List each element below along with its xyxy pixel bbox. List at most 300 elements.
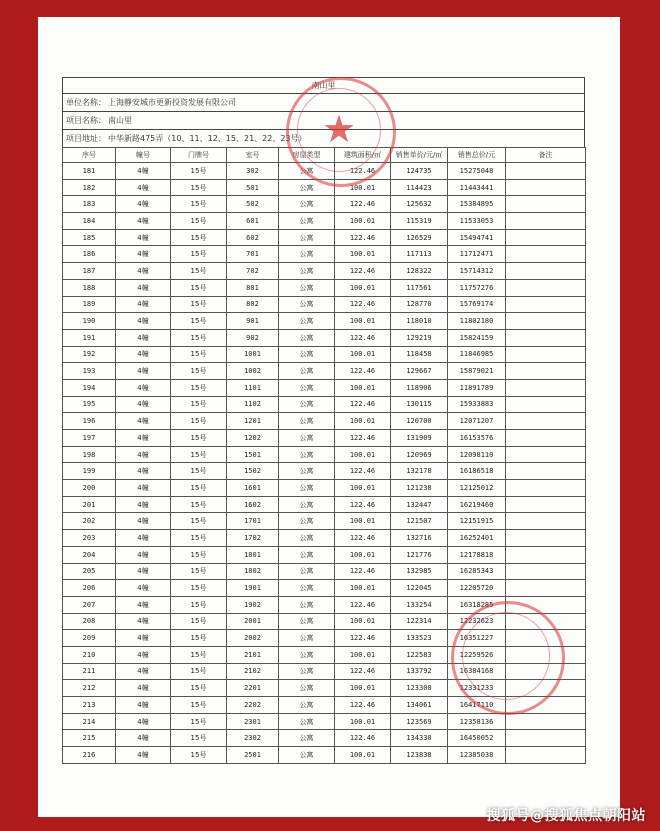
table-cell: 100.01 — [335, 346, 391, 363]
table-cell: 131909 — [391, 430, 448, 447]
table-cell: 199 — [63, 463, 116, 480]
table-cell: 15494741 — [448, 229, 506, 246]
table-cell: 15号 — [171, 646, 227, 663]
table-cell: 公寓 — [279, 446, 335, 463]
table-cell: 117561 — [391, 279, 448, 296]
table-cell: 15号 — [171, 263, 227, 280]
table-row — [63, 697, 586, 714]
project-label: 项目名称： — [66, 116, 106, 125]
table-cell: 4幢 — [116, 730, 171, 747]
table-row — [63, 630, 586, 647]
table-cell: 公寓 — [279, 663, 335, 680]
table-cell: 185 — [63, 229, 116, 246]
table-cell: 公寓 — [279, 596, 335, 613]
table-cell: 100.01 — [335, 480, 391, 497]
table-row — [63, 463, 586, 480]
table-cell: 196 — [63, 413, 116, 430]
table-cell: 4幢 — [116, 747, 171, 764]
table-cell: 195 — [63, 396, 116, 413]
table-cell: 公寓 — [279, 730, 335, 747]
table-cell: 122045 — [391, 580, 448, 597]
table-cell: 15号 — [171, 747, 227, 764]
table-cell: 120700 — [391, 413, 448, 430]
table-cell — [506, 263, 586, 280]
table-cell: 197 — [63, 430, 116, 447]
table-cell: 200 — [63, 480, 116, 497]
table-cell: 16351227 — [448, 630, 506, 647]
table-cell: 15号 — [171, 296, 227, 313]
table-cell: 15275048 — [448, 163, 506, 180]
table-cell: 802 — [227, 296, 279, 313]
table-cell — [506, 413, 586, 430]
table-cell: 133792 — [391, 663, 448, 680]
table-cell: 1801 — [227, 546, 279, 563]
table-cell: 122.46 — [335, 263, 391, 280]
table-cell: 132716 — [391, 530, 448, 547]
table-cell: 4幢 — [116, 279, 171, 296]
table-cell: 12385038 — [448, 747, 506, 764]
table-cell — [506, 596, 586, 613]
table-cell — [506, 196, 586, 213]
table-cell: 206 — [63, 580, 116, 597]
table-cell: 2101 — [227, 646, 279, 663]
table-cell: 122.46 — [335, 430, 391, 447]
table-cell: 公寓 — [279, 413, 335, 430]
table-cell: 公寓 — [279, 163, 335, 180]
table-cell: 12178818 — [448, 546, 506, 563]
table-cell: 209 — [63, 630, 116, 647]
unit-name-row — [62, 93, 585, 111]
table-cell: 134061 — [391, 697, 448, 714]
table-cell — [506, 580, 586, 597]
table-cell: 4幢 — [116, 530, 171, 547]
table-row — [63, 530, 586, 547]
table-cell: 203 — [63, 530, 116, 547]
table-cell: 212 — [63, 680, 116, 697]
table-cell: 15号 — [171, 396, 227, 413]
table-row — [63, 663, 586, 680]
table-cell: 100.01 — [335, 413, 391, 430]
table-row — [63, 646, 586, 663]
table-cell: 215 — [63, 730, 116, 747]
table-cell: 1501 — [227, 446, 279, 463]
table-cell: 114423 — [391, 179, 448, 196]
table-cell: 4幢 — [116, 229, 171, 246]
table-cell: 4幢 — [116, 246, 171, 263]
table-cell — [506, 313, 586, 330]
table-row — [63, 680, 586, 697]
table-cell: 4幢 — [116, 379, 171, 396]
table-cell: 11712471 — [448, 246, 506, 263]
table-cell: 11891789 — [448, 379, 506, 396]
table-cell: 1701 — [227, 513, 279, 530]
header-cell: 备注 — [506, 148, 586, 163]
table-cell: 15号 — [171, 697, 227, 714]
table-cell — [506, 713, 586, 730]
table-cell: 100.01 — [335, 546, 391, 563]
table-cell: 100.01 — [335, 747, 391, 764]
table-cell: 15384895 — [448, 196, 506, 213]
table-cell: 2301 — [227, 713, 279, 730]
table-cell: 公寓 — [279, 480, 335, 497]
table-cell: 187 — [63, 263, 116, 280]
table-cell: 216 — [63, 747, 116, 764]
table-cell: 207 — [63, 596, 116, 613]
table-row — [63, 313, 586, 330]
table-cell: 4幢 — [116, 430, 171, 447]
table-cell: 15号 — [171, 663, 227, 680]
table-cell: 16318285 — [448, 596, 506, 613]
table-cell: 902 — [227, 329, 279, 346]
table-cell: 公寓 — [279, 496, 335, 513]
table-row — [63, 396, 586, 413]
table-cell: 118906 — [391, 379, 448, 396]
table-cell: 211 — [63, 663, 116, 680]
project-address-row — [62, 129, 585, 147]
table-cell: 公寓 — [279, 229, 335, 246]
table-cell — [506, 747, 586, 764]
table-cell: 15号 — [171, 430, 227, 447]
table-cell: 2002 — [227, 630, 279, 647]
table-cell: 11443441 — [448, 179, 506, 196]
table-cell: 15号 — [171, 630, 227, 647]
table-cell: 15号 — [171, 279, 227, 296]
table-cell: 186 — [63, 246, 116, 263]
table-cell: 213 — [63, 697, 116, 714]
header-cell: 幢号 — [116, 148, 171, 163]
table-cell: 121776 — [391, 546, 448, 563]
table-cell: 100.01 — [335, 379, 391, 396]
document-page — [38, 17, 620, 817]
table-cell: 123569 — [391, 713, 448, 730]
table-cell — [506, 296, 586, 313]
table-cell: 11802180 — [448, 313, 506, 330]
table-cell — [506, 563, 586, 580]
table-cell: 193 — [63, 363, 116, 380]
table-cell: 公寓 — [279, 630, 335, 647]
table-cell: 4幢 — [116, 396, 171, 413]
table-cell: 公寓 — [279, 346, 335, 363]
table-cell — [506, 646, 586, 663]
table-cell: 1001 — [227, 346, 279, 363]
table-row — [63, 213, 586, 230]
table-cell: 15号 — [171, 363, 227, 380]
table-cell: 公寓 — [279, 613, 335, 630]
table-cell: 1201 — [227, 413, 279, 430]
table-cell: 100.01 — [335, 213, 391, 230]
table-row — [63, 430, 586, 447]
table-cell: 15号 — [171, 563, 227, 580]
table-cell: 1702 — [227, 530, 279, 547]
table-cell: 100.01 — [335, 513, 391, 530]
table-cell: 122.46 — [335, 296, 391, 313]
table-cell: 132985 — [391, 563, 448, 580]
table-cell: 公寓 — [279, 580, 335, 597]
table-cell: 12358136 — [448, 713, 506, 730]
table-cell — [506, 430, 586, 447]
table-cell: 133523 — [391, 630, 448, 647]
table-cell: 122.46 — [335, 463, 391, 480]
table-cell: 15号 — [171, 213, 227, 230]
table-cell: 4幢 — [116, 213, 171, 230]
table-cell: 1002 — [227, 363, 279, 380]
table-cell: 134330 — [391, 730, 448, 747]
table-cell: 公寓 — [279, 546, 335, 563]
table-cell — [506, 396, 586, 413]
header-cell: 销售总价/元 — [448, 148, 506, 163]
table-cell: 公寓 — [279, 246, 335, 263]
table-cell: 122.46 — [335, 196, 391, 213]
table-cell: 100.01 — [335, 313, 391, 330]
table-cell: 4幢 — [116, 646, 171, 663]
table-cell: 201 — [63, 496, 116, 513]
project-value: 南山里 — [108, 116, 132, 125]
table-cell: 133254 — [391, 596, 448, 613]
table-cell: 公寓 — [279, 296, 335, 313]
table-row — [63, 196, 586, 213]
table-cell: 15号 — [171, 313, 227, 330]
table-cell: 4幢 — [116, 630, 171, 647]
table-cell: 16153576 — [448, 430, 506, 447]
table-cell: 15号 — [171, 713, 227, 730]
table-cell: 4幢 — [116, 563, 171, 580]
table-cell: 121507 — [391, 513, 448, 530]
table-row — [63, 613, 586, 630]
table-cell: 公寓 — [279, 430, 335, 447]
table-row — [63, 580, 586, 597]
table-cell: 118010 — [391, 313, 448, 330]
table-cell: 公寓 — [279, 396, 335, 413]
table-cell — [506, 163, 586, 180]
table-cell: 4幢 — [116, 596, 171, 613]
table-row — [63, 163, 586, 180]
red-star-seal-icon: ★ — [322, 107, 357, 151]
table-row — [63, 730, 586, 747]
table-cell: 4幢 — [116, 363, 171, 380]
table-cell: 128770 — [391, 296, 448, 313]
table-cell: 12098110 — [448, 446, 506, 463]
table-cell: 15号 — [171, 730, 227, 747]
document-title: 南山里 — [62, 77, 585, 93]
table-cell: 4幢 — [116, 163, 171, 180]
table-cell: 122.46 — [335, 630, 391, 647]
table-cell: 100.01 — [335, 246, 391, 263]
table-cell: 121238 — [391, 480, 448, 497]
table-cell: 15号 — [171, 413, 227, 430]
table-cell: 公寓 — [279, 530, 335, 547]
header-cell: 建筑面积/㎡ — [335, 148, 391, 163]
table-cell: 公寓 — [279, 680, 335, 697]
table-cell — [506, 496, 586, 513]
table-row — [63, 229, 586, 246]
table-cell — [506, 246, 586, 263]
table-cell — [506, 229, 586, 246]
table-cell: 100.01 — [335, 179, 391, 196]
table-cell: 122.46 — [335, 530, 391, 547]
table-cell: 122.46 — [335, 329, 391, 346]
table-cell: 公寓 — [279, 279, 335, 296]
header-cell: 房屋类型 — [279, 148, 335, 163]
table-cell: 123300 — [391, 680, 448, 697]
table-cell: 15号 — [171, 329, 227, 346]
table-cell: 2001 — [227, 613, 279, 630]
table-cell: 182 — [63, 179, 116, 196]
table-cell: 1102 — [227, 396, 279, 413]
table-cell — [506, 363, 586, 380]
table-cell: 192 — [63, 346, 116, 363]
table-cell: 16384168 — [448, 663, 506, 680]
table-cell: 15号 — [171, 680, 227, 697]
table-row — [63, 346, 586, 363]
table-cell: 184 — [63, 213, 116, 230]
table-cell — [506, 463, 586, 480]
table-row — [63, 296, 586, 313]
table-cell: 15号 — [171, 346, 227, 363]
table-row — [63, 747, 586, 764]
table-cell: 公寓 — [279, 196, 335, 213]
table-cell: 130115 — [391, 396, 448, 413]
table-cell: 191 — [63, 329, 116, 346]
table-cell — [506, 546, 586, 563]
table-cell: 1802 — [227, 563, 279, 580]
table-cell — [506, 346, 586, 363]
table-row — [63, 480, 586, 497]
table-cell: 214 — [63, 713, 116, 730]
table-row — [63, 263, 586, 280]
table-cell: 100.01 — [335, 646, 391, 663]
table-cell: 100.01 — [335, 613, 391, 630]
table-row — [63, 379, 586, 396]
table-cell: 12205720 — [448, 580, 506, 597]
table-cell: 15号 — [171, 163, 227, 180]
table-cell: 15号 — [171, 513, 227, 530]
table-cell: 1902 — [227, 596, 279, 613]
table-cell: 15824159 — [448, 329, 506, 346]
table-cell: 4幢 — [116, 446, 171, 463]
table-cell: 2302 — [227, 730, 279, 747]
table-cell: 15号 — [171, 613, 227, 630]
price-list-sheet — [62, 77, 585, 764]
table-cell: 15号 — [171, 580, 227, 597]
table-cell: 15号 — [171, 463, 227, 480]
table-cell: 1901 — [227, 580, 279, 597]
table-cell: 202 — [63, 513, 116, 530]
table-cell: 4幢 — [116, 413, 171, 430]
table-cell: 16186518 — [448, 463, 506, 480]
table-cell: 15933883 — [448, 396, 506, 413]
table-cell: 208 — [63, 613, 116, 630]
table-cell: 公寓 — [279, 179, 335, 196]
table-cell — [506, 613, 586, 630]
table-cell: 4幢 — [116, 580, 171, 597]
table-cell: 129667 — [391, 363, 448, 380]
price-table — [62, 147, 586, 764]
table-cell: 公寓 — [279, 513, 335, 530]
table-cell: 188 — [63, 279, 116, 296]
table-row — [63, 329, 586, 346]
table-cell: 100.01 — [335, 680, 391, 697]
table-row — [63, 713, 586, 730]
table-cell: 15879021 — [448, 363, 506, 380]
table-cell: 公寓 — [279, 463, 335, 480]
table-cell: 1101 — [227, 379, 279, 396]
table-cell — [506, 697, 586, 714]
table-cell: 302 — [227, 163, 279, 180]
table-cell: 120969 — [391, 446, 448, 463]
table-cell: 601 — [227, 213, 279, 230]
table-cell — [506, 663, 586, 680]
table-cell: 100.01 — [335, 713, 391, 730]
table-cell: 16219460 — [448, 496, 506, 513]
table-cell: 15号 — [171, 246, 227, 263]
table-cell: 100.01 — [335, 580, 391, 597]
table-cell: 15号 — [171, 480, 227, 497]
table-cell: 4幢 — [116, 513, 171, 530]
table-cell: 100.01 — [335, 446, 391, 463]
table-cell: 122.46 — [335, 396, 391, 413]
table-cell: 12071207 — [448, 413, 506, 430]
table-cell: 181 — [63, 163, 116, 180]
table-cell: 4幢 — [116, 296, 171, 313]
table-cell: 4幢 — [116, 346, 171, 363]
table-row — [63, 596, 586, 613]
table-cell — [506, 530, 586, 547]
header-cell: 门牌号 — [171, 148, 227, 163]
table-cell: 502 — [227, 196, 279, 213]
table-cell: 132178 — [391, 463, 448, 480]
table-cell: 公寓 — [279, 697, 335, 714]
table-cell: 15号 — [171, 379, 227, 396]
unit-value: 上海静安城市更新投资发展有限公司 — [108, 98, 236, 107]
table-cell: 1601 — [227, 480, 279, 497]
table-cell: 16450052 — [448, 730, 506, 747]
table-row — [63, 179, 586, 196]
table-cell: 2201 — [227, 680, 279, 697]
table-cell: 125632 — [391, 196, 448, 213]
table-cell: 194 — [63, 379, 116, 396]
table-cell: 4幢 — [116, 613, 171, 630]
table-row — [63, 563, 586, 580]
table-cell: 公寓 — [279, 563, 335, 580]
header-cell: 序号 — [63, 148, 116, 163]
table-cell: 123838 — [391, 747, 448, 764]
table-cell: 16252401 — [448, 530, 506, 547]
table-cell: 15号 — [171, 530, 227, 547]
unit-label: 单位名称： — [66, 98, 106, 107]
table-cell: 12125012 — [448, 480, 506, 497]
table-cell — [506, 730, 586, 747]
table-cell: 16417110 — [448, 697, 506, 714]
table-cell: 602 — [227, 229, 279, 246]
table-cell: 122.46 — [335, 596, 391, 613]
table-cell: 公寓 — [279, 263, 335, 280]
table-cell: 4幢 — [116, 663, 171, 680]
table-cell: 122.46 — [335, 163, 391, 180]
table-cell: 1502 — [227, 463, 279, 480]
table-row — [63, 496, 586, 513]
table-cell: 198 — [63, 446, 116, 463]
table-cell: 126529 — [391, 229, 448, 246]
table-cell — [506, 329, 586, 346]
table-cell: 115319 — [391, 213, 448, 230]
address-label: 项目地址： — [66, 134, 106, 143]
table-cell — [506, 513, 586, 530]
table-cell — [506, 446, 586, 463]
table-cell: 501 — [227, 179, 279, 196]
table-row — [63, 363, 586, 380]
table-cell: 4幢 — [116, 179, 171, 196]
table-cell: 公寓 — [279, 329, 335, 346]
